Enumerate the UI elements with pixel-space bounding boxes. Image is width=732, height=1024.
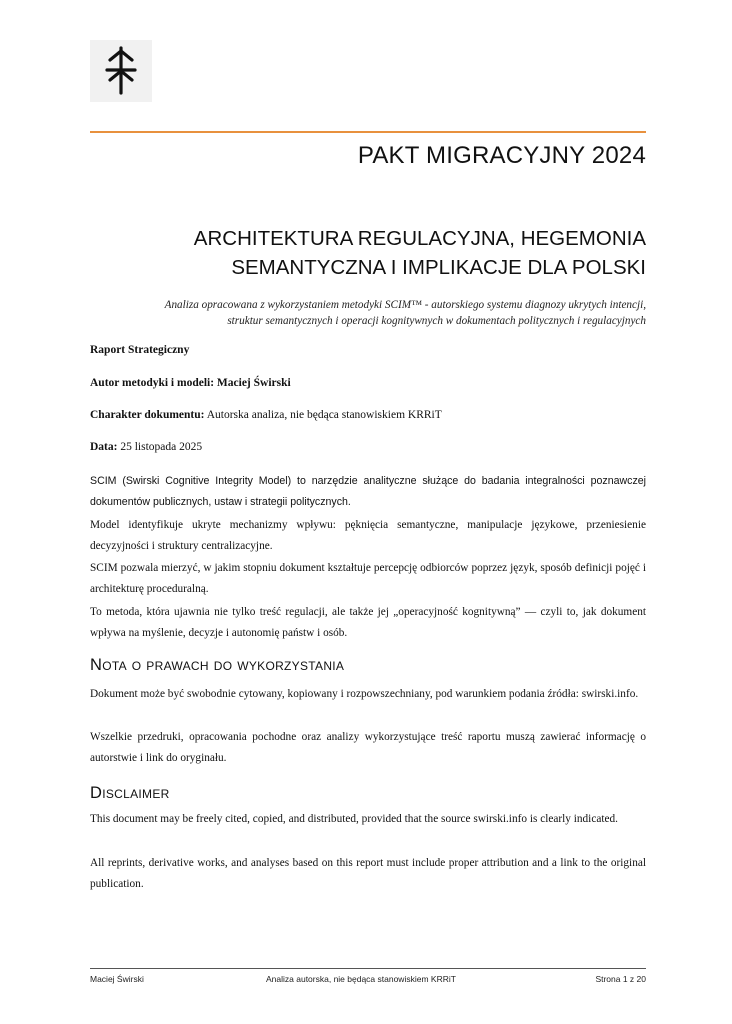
intro-line: Analiza opracowana z wykorzystaniem metodyki SCIM™ - autorskiego systemu diagnozy ukrytych intencji,: [164, 299, 646, 311]
document-title: PAKT MIGRACYJNY 2024: [357, 142, 646, 169]
page-number: Strona 1 z 20: [595, 974, 646, 984]
footer-note: Analiza autorska, nie będąca stanowiskiem KRRiT: [266, 974, 456, 984]
intro-line: struktur semantycznych i operacji kognitywnych w dokumentach politycznych i regulacyjnych: [227, 315, 646, 327]
rights-heading: Nota o prawach do wykorzystania: [90, 656, 345, 674]
report-type: Raport Strategiczny: [90, 344, 190, 356]
logo: [90, 40, 152, 102]
disclaimer-paragraph: All reprints, derivative works, and analyses based on this report must include proper attribution and a link to the original publication.: [90, 857, 646, 890]
model-paragraph: Model identyfikuje ukryte mechanizmy wpływu: pęknięcia semantyczne, manipulacje językowe, przeniesienie decyzyjności i struktury centralizacyjne.: [90, 519, 646, 552]
tree-of-life-symbol-icon: [90, 40, 152, 102]
author-line: Autor metodyki i modeli: Maciej Świrski: [90, 377, 291, 389]
document-subtitle: [194, 224, 646, 282]
footer-author: Maciej Świrski: [90, 974, 144, 984]
subtitle-line: ARCHITEKTURA REGULACYJNA, HEGEMONIA: [193, 227, 646, 250]
intro-text: [165, 297, 646, 329]
scim-measure-paragraph: SCIM pozwala mierzyć, w jakim stopniu dokument kształtuje percepcję odbiorców poprzez język, sposób definicji pojęć i architekturę proceduralną.: [90, 562, 646, 595]
disclaimer-paragraph: This document may be freely cited, copied, and distributed, provided that the source swirski.info is clearly indicated.: [90, 813, 618, 825]
footer-divider: [90, 968, 646, 969]
document-date: Data: 25 listopada 2025: [90, 441, 203, 453]
subtitle-line: SEMANTYCZNA I IMPLIKACJE DLA POLSKI: [231, 256, 646, 279]
rights-paragraph: Wszelkie przedruki, opracowania pochodne oraz analizy wykorzystujące treść raportu muszą zawierać informację o autorstwie i link do oryginału.: [90, 731, 646, 764]
rights-paragraph: Dokument może być swobodnie cytowany, kopiowany i rozpowszechniany, pod warunkiem podania źródła: swirski.info.: [90, 688, 639, 700]
accent-divider: [90, 131, 646, 133]
method-paragraph: To metoda, która ujawnia nie tylko treść regulacji, ale także jej „operacyjność kognitywną” — czyli to, jak dokument wpływa na myślenie, decyzje i autonomię państw i osób.: [90, 606, 646, 639]
scim-description: SCIM (Swirski Cognitive Integrity Model) to narzędzie analityczne służące do badania integralności poznawczej dokumentów publicznych, ustaw i strategii politycznych.: [90, 475, 646, 508]
disclaimer-heading: Disclaimer: [90, 784, 170, 802]
document-character: Charakter dokumentu: Autorska analiza, nie będąca stanowiskiem KRRiT: [90, 409, 442, 421]
